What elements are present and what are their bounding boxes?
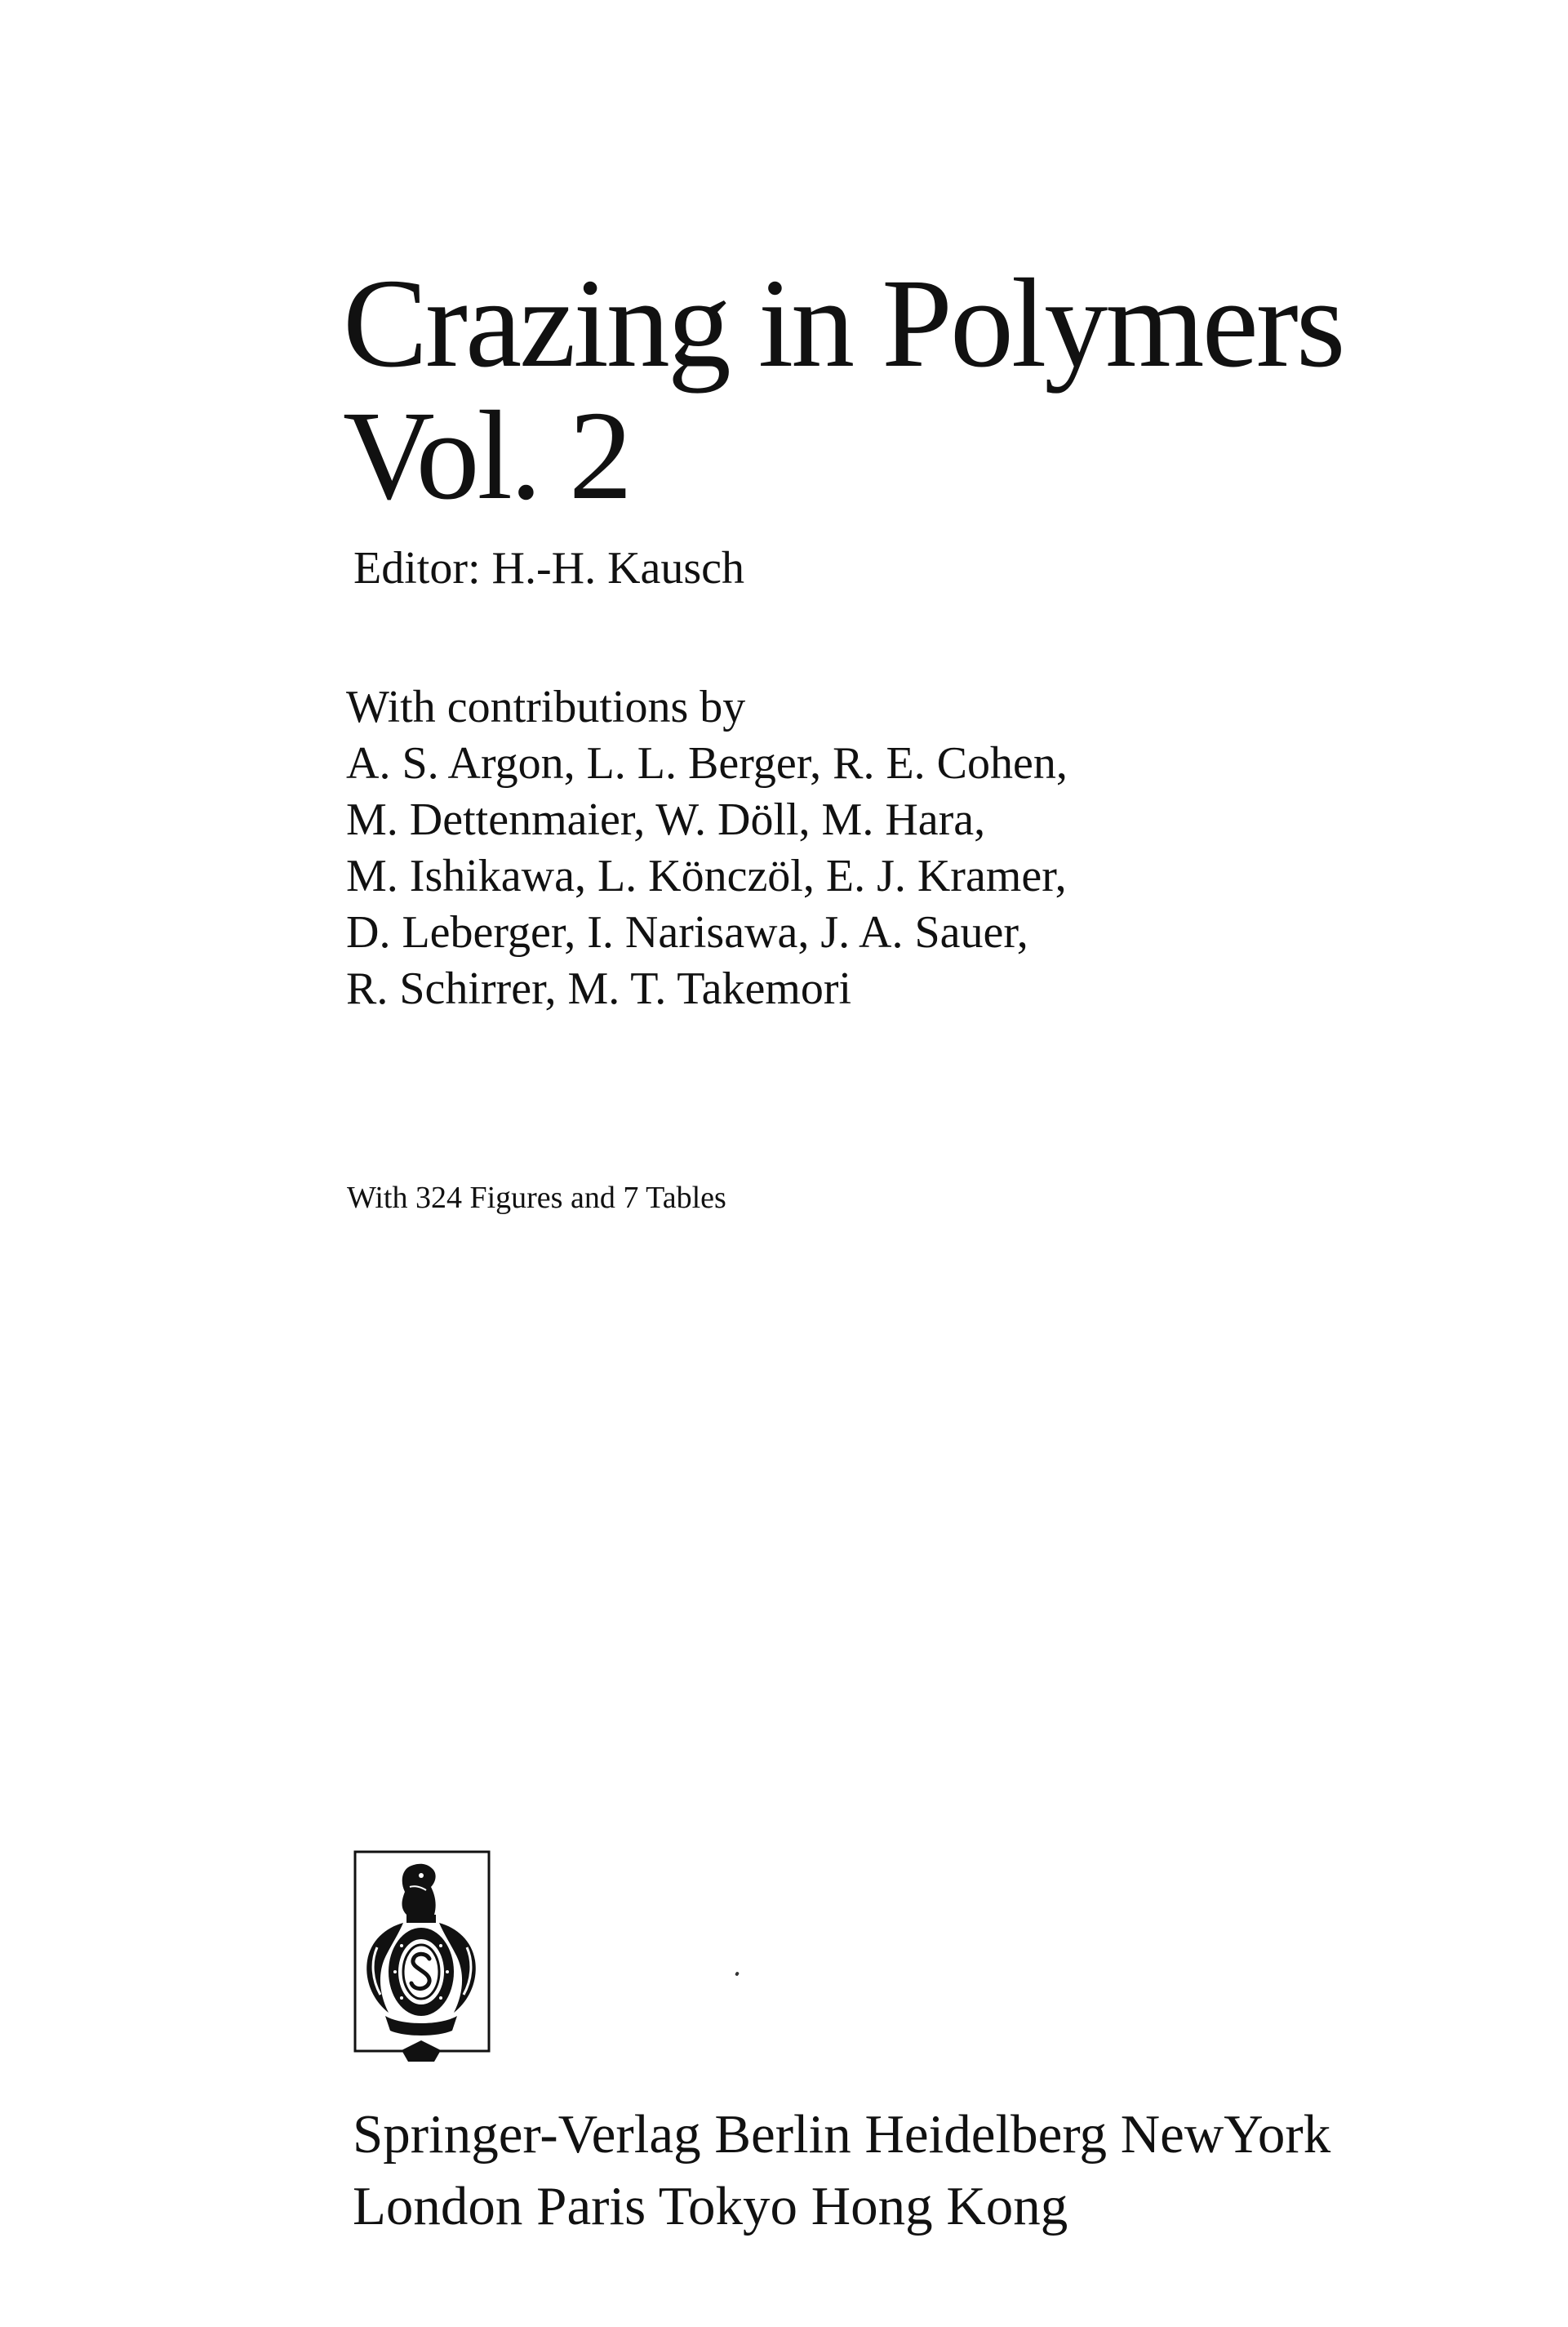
figures-tables-note: With 324 Figures and 7 Tables — [347, 1181, 726, 1215]
contributors-line: D. Leberger, I. Narisawa, J. A. Sauer, — [346, 907, 1028, 958]
contributors-line: R. Schirrer, M. T. Takemori — [346, 963, 852, 1014]
publisher-cities-line: London Paris Tokyo Hong Kong — [353, 2176, 1068, 2236]
editor-line: Editor: H.-H. Kausch — [353, 543, 745, 594]
publisher-line: Springer-Verlag Berlin Heidelberg NewYork — [353, 2104, 1331, 2165]
contributors-heading: With contributions by — [346, 682, 746, 732]
contributors-block — [346, 679, 1068, 1017]
contributors-line: M. Dettenmaier, W. Döll, M. Hara, — [346, 794, 986, 845]
publisher-imprint — [353, 2098, 1330, 2242]
contributors-line: A. S. Argon, L. L. Berger, R. E. Cohen, — [346, 738, 1068, 789]
springer-knight-logo-icon — [353, 1849, 491, 2070]
speck-mark — [735, 1971, 740, 1976]
volume-number: Vol. 2 — [343, 385, 630, 526]
contributors-line: M. Ishikawa, L. Könczöl, E. J. Kramer, — [346, 851, 1067, 901]
book-title: Crazing in Polymers — [343, 252, 1344, 394]
